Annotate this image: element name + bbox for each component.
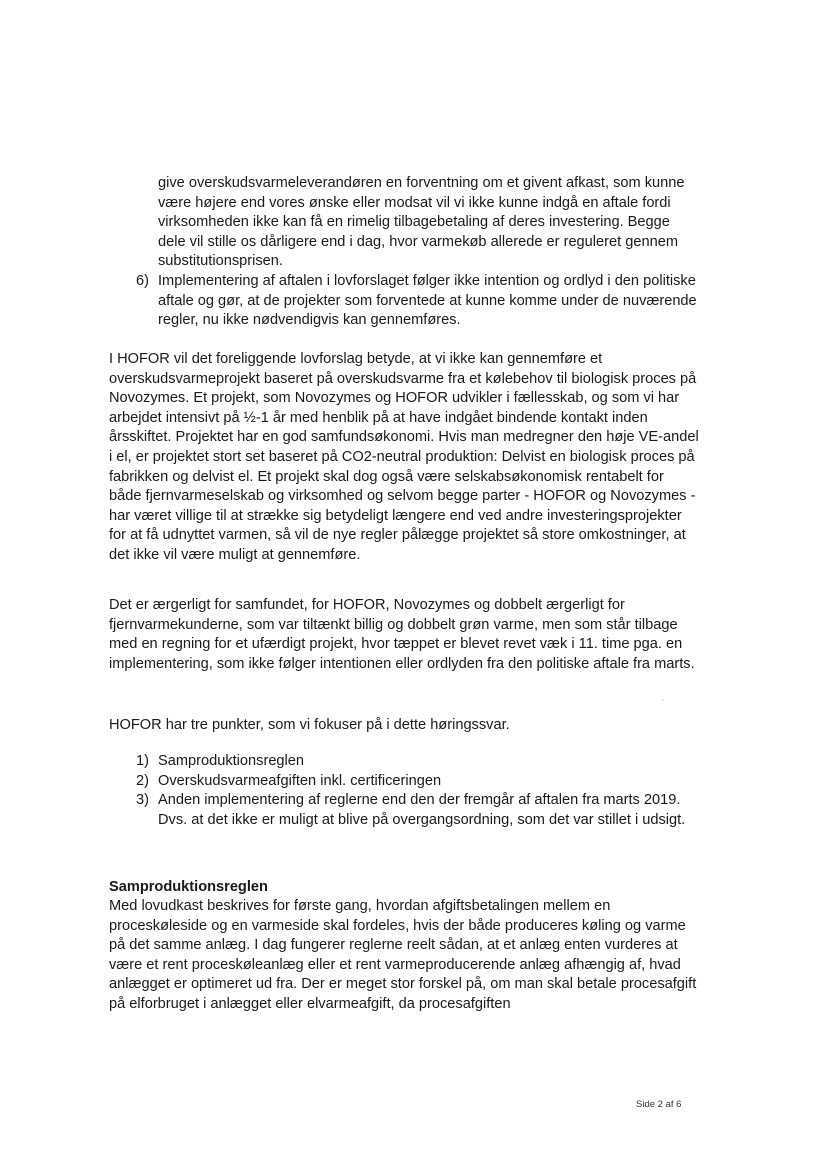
points-list (136, 752, 698, 830)
section-heading: Samproduktionsreglen (109, 879, 268, 895)
list-item-text: Samproduktionsreglen (158, 753, 305, 769)
list-number: 6) (136, 273, 149, 289)
paragraph-three-points: HOFOR har tre punkter, som vi fokuser på i dette høringssvar. (109, 717, 510, 733)
list-item (136, 752, 698, 772)
list-number: 3) (136, 792, 149, 809)
paragraph-novozymes: I HOFOR vil det foreliggende lovforslag betyde, at vi ikke kan gennemføre et overskudsvarmeprojekt baseret på overskudsvarme fra et kølebehov til biologisk proces på Novozymes. Et projekt, som Novozymes og HOFOR udvikler i fællesskab, og som vi har arbejdet intensivt på ½-1 år med henblik på at have indgået bindende kontakt inden årsskiftet. Projektet har en god samfundsøkonomi. Hvis man medregner den høje VE-andel i el, er projektet stort set baseret på CO2-neutral produktion: Delvist en biologisk proces på fabrikken og delvist el. Et projekt skal dog også være selskabsøkonomisk rentabelt for både fjernvarmeselskab og virksomhed og selvom begge parter - HOFOR og Novozymes - har været villige til at strække sig betydeligt længere end ved andre investeringsprojekter for at få udnyttet varmen, så vil de nye regler pålægge projektet så store omkostninger, at det ikke vil være muligt at gennemføre. (109, 351, 699, 563)
list-item (136, 772, 698, 792)
list-number: 2) (136, 772, 149, 789)
list-number: 1) (136, 753, 149, 769)
list-item (136, 791, 698, 830)
paragraph-samproduktion: Med lovudkast beskrives for første gang, hvordan afgiftsbetalingen mellem en proceskøleside og en varmeside skal fordeles, hvis der både produceres køling og varme på det samme anlæg. I dag fungerer reglerne reelt sådan, at et anlæg enten vurderes at være et rent proceskøleanlæg eller et rent varmeproducerende anlæg afhængig af, hvad anlægget er optimeret ud fra. Der er meget stor forskel på, om man skal betale procesafgift på elforbruget i anlægget eller elvarmeafgift, da procesafgiften (109, 898, 697, 1012)
scan-speck (662, 699, 664, 701)
paragraph-regret: Det er ærgerligt for samfundet, for HOFOR, Novozymes og dobbelt ærgerligt for fjernvarmekunderne, som var tiltænkt billig og dobbelt grøn varme, men som står tilbage med en regning for et ufærdigt projekt, hvor tæppet er blevet revet væk i 11. time pga. en implementering, som ikke følger intentionen eller ordlyden fra den politiske aftale fra marts. (109, 597, 695, 672)
list-item-text: Anden implementering af reglerne end den der fremgår af aftalen fra marts 2019. Dvs. at det ikke er muligt at blive på overgangsordning, som det var stillet i udsigt. (158, 792, 686, 828)
list-item-text: Implementering af aftalen i lovforslaget følger ikke intention og ordlyd i den politiske aftale og gør, at de projekter som forventede at kunne komme under de nuværende regler, nu ikke nødvendigvis kan gennemføres. (158, 273, 697, 329)
list-item-text: Overskudsvarmeafgiften inkl. certificeringen (158, 772, 442, 789)
continuation-paragraph: give overskudsvarmeleverandøren en forventning om et givent afkast, som kunne være højere end vores ønske eller modsat vil vi ikke kunne indgå en aftale fordi virksomheden ikke kan få en rimelig tilbagebetaling af deres investering. Begge dele vil stille os dårligere end i dag, hvor varmekøb allerede er reguleret gennem substitutionsprisen. (158, 175, 685, 270)
page-number: Side 2 af 6 (636, 1099, 682, 1110)
